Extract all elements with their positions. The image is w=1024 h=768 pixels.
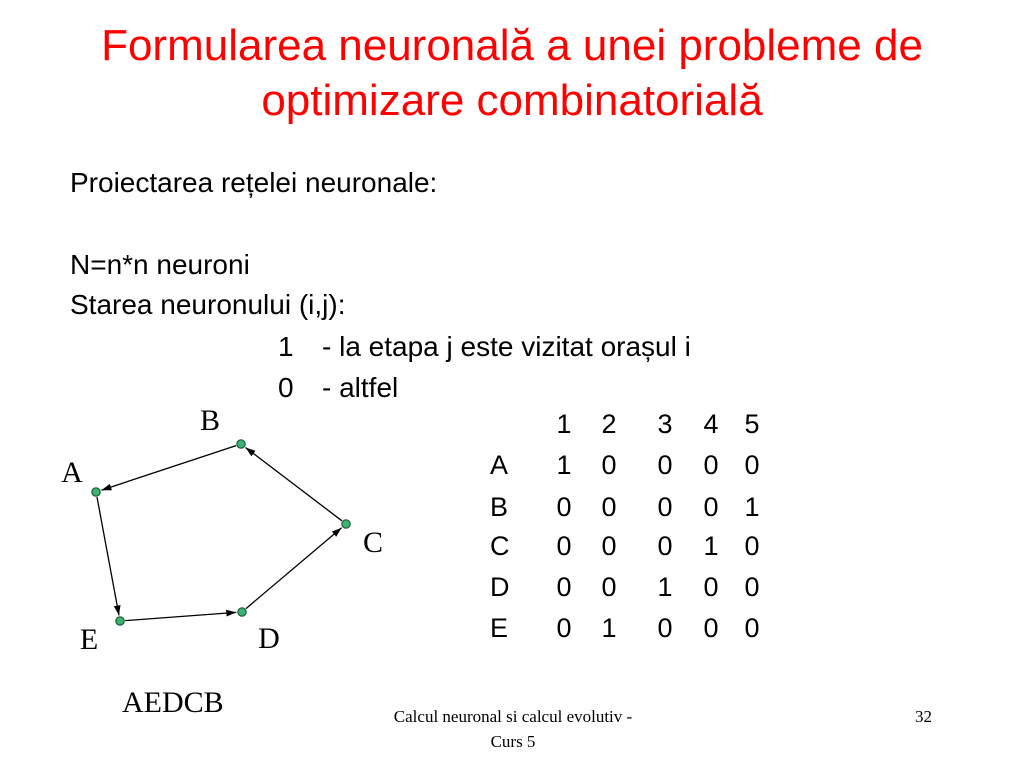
matrix-cell: 0 [657,450,673,480]
matrix-row-label: E [490,613,509,643]
matrix-cell: 0 [556,613,572,643]
matrix-cell: 0 [703,492,719,522]
matrix-cell: 0 [657,492,673,522]
matrix-cell: 0 [556,531,572,561]
node-d-label: D [258,622,280,655]
neuron-state-label: Starea neuronului (i,j): [70,289,346,320]
neuron-count-text: N=n*n neuroni [70,249,250,280]
matrix-cell: 1 [601,613,617,643]
matrix-cell: 0 [703,572,719,602]
state-value-otherwise: 0 [278,372,294,403]
footer-course-line-1: Calcul neuronal si calcul evolutiv - [393,707,633,726]
matrix-column-header: 1 [556,409,572,439]
matrix-row-label: B [490,492,509,522]
matrix-cell: 0 [601,572,617,602]
edge-a-to-e [97,497,119,615]
node-a-dot [92,488,100,496]
node-c-dot [342,520,350,528]
node-e-label: E [79,623,99,656]
state-meaning-otherwise: - altfel [322,372,399,403]
footer-course-line-2: Curs 5 [490,732,536,751]
node-b-dot [237,440,245,448]
matrix-cell: 1 [657,572,673,602]
node-d-dot [238,608,246,616]
edge-e-to-d [125,612,236,620]
matrix-cell: 1 [703,531,719,561]
matrix-cell: 0 [703,613,719,643]
matrix-cell: 0 [556,492,572,522]
tour-label: AEDCB [122,686,224,719]
matrix-cell: 0 [601,531,617,561]
matrix-cell: 1 [556,450,572,480]
slide-title-line-1: Formularea neuronală a unei probleme de [101,21,923,70]
tour-graph [0,380,440,740]
matrix-cell: 0 [744,531,760,561]
matrix-column-header: 2 [601,409,617,439]
graph-nodes [92,440,350,625]
footer-course [313,704,713,754]
matrix-cell: 1 [744,492,760,522]
node-c-label: C [362,526,384,559]
node-e-dot [116,617,124,625]
matrix-cell: 0 [601,492,617,522]
slide-title [0,18,1024,128]
slide-title-line-2: optimizare combinatorială [261,76,763,125]
matrix-row-label: D [490,572,510,602]
node-a-label: A [61,456,83,489]
node-b-label: B [199,404,221,437]
edge-b-to-a [101,446,236,491]
matrix-cell: 0 [556,572,572,602]
matrix-cell: 0 [744,613,760,643]
page-number: 32 [915,707,932,726]
state-value-visited: 1 [278,331,294,362]
matrix-cell: 0 [744,450,760,480]
intro-text: Proiectarea rețelei neuronale: [70,167,438,198]
matrix-row-label: A [490,450,509,480]
matrix-cell: 0 [744,572,760,602]
matrix-column-header: 5 [744,409,760,439]
matrix-column-header: 4 [703,409,719,439]
matrix-column-header: 3 [657,409,673,439]
edge-c-to-b [246,448,342,521]
matrix-cell: 0 [601,450,617,480]
matrix-cell: 0 [657,531,673,561]
matrix-cell: 0 [657,613,673,643]
state-meaning-visited: - la etapa j este vizitat orașul i [322,331,691,362]
edge-d-to-c [246,528,342,609]
matrix-row-label: C [490,531,510,561]
matrix-cell: 0 [703,450,719,480]
graph-edges [97,446,342,621]
